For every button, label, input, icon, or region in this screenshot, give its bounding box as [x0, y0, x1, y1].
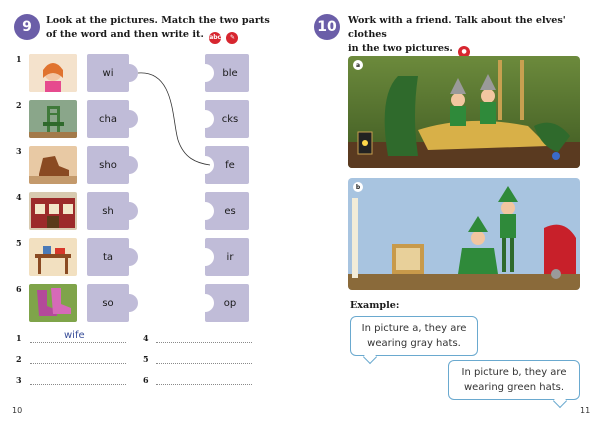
- speech-icon: ●: [458, 46, 470, 58]
- write-line-5[interactable]: [156, 363, 252, 364]
- right-part-6[interactable]: op: [205, 284, 249, 322]
- right-part-4[interactable]: es: [205, 192, 249, 230]
- right-page: [300, 0, 600, 424]
- instruction-line-1: Look at the pictures. Match the two parts: [46, 15, 270, 26]
- instruction-line-1: Work with a friend. Talk about the elves' clothes: [348, 15, 566, 40]
- write-line-1[interactable]: [30, 342, 126, 343]
- left-part-1[interactable]: wi: [87, 54, 129, 92]
- write-number-1: 1: [16, 333, 22, 343]
- left-part-4[interactable]: sh: [87, 192, 129, 230]
- exercise-10-instruction: [348, 14, 596, 58]
- write-line-4[interactable]: [156, 342, 252, 343]
- right-part-1[interactable]: ble: [205, 54, 249, 92]
- picture-a-label: a: [353, 60, 363, 70]
- row-number-6: 6: [16, 284, 22, 294]
- write-line-3[interactable]: [30, 384, 126, 385]
- elves-dancing-illustration: [348, 178, 580, 290]
- picture-a: [348, 56, 580, 168]
- write-answer-1: wife: [64, 330, 85, 341]
- write-number-6: 6: [143, 375, 149, 385]
- instruction-line-2: in the two pictures. ●: [348, 42, 596, 58]
- pencil-icon: ✎: [226, 32, 238, 44]
- row-number-1: 1: [16, 54, 22, 64]
- left-part-2[interactable]: cha: [87, 100, 129, 138]
- picture-b: [348, 178, 580, 290]
- write-number-2: 2: [16, 354, 22, 364]
- write-line-6[interactable]: [156, 384, 252, 385]
- left-part-5[interactable]: ta: [87, 238, 129, 276]
- speech-bubble-a: [350, 316, 478, 356]
- picture-b-label: b: [353, 182, 363, 192]
- write-line-2[interactable]: [30, 363, 126, 364]
- write-number-5: 5: [143, 354, 149, 364]
- bubble-b-tail: [553, 394, 567, 408]
- bubble-a-line-2: wearing gray hats.: [367, 338, 461, 349]
- bubble-a-tail: [363, 350, 377, 364]
- exercise-10-number: 10: [314, 14, 340, 40]
- right-part-3[interactable]: fe: [205, 146, 249, 184]
- row-number-4: 4: [16, 192, 22, 202]
- bubble-b-line-2: wearing green hats.: [463, 382, 565, 393]
- instruction-line-2: of the word and then write it. abc ✎: [46, 28, 296, 44]
- row-number-2: 2: [16, 100, 22, 110]
- write-number-3: 3: [16, 375, 22, 385]
- elves-workshop-illustration: [348, 56, 580, 168]
- bubble-a-line-1: In picture a, they are: [361, 323, 467, 334]
- exercise-9-number: 9: [14, 14, 40, 40]
- left-part-3[interactable]: sho: [87, 146, 129, 184]
- page-number-left: 10: [12, 406, 23, 415]
- write-number-4: 4: [143, 333, 149, 343]
- row-number-3: 3: [16, 146, 22, 156]
- left-part-6[interactable]: so: [87, 284, 129, 322]
- bubble-b-line-1: In picture b, they are: [461, 367, 567, 378]
- abc-icon: abc: [209, 32, 221, 44]
- right-part-2[interactable]: cks: [205, 100, 249, 138]
- row-number-5: 5: [16, 238, 22, 248]
- page-number-right: 11: [580, 406, 591, 415]
- speech-bubble-b: [448, 360, 580, 400]
- right-part-5[interactable]: ir: [205, 238, 249, 276]
- example-label: Example:: [350, 300, 400, 311]
